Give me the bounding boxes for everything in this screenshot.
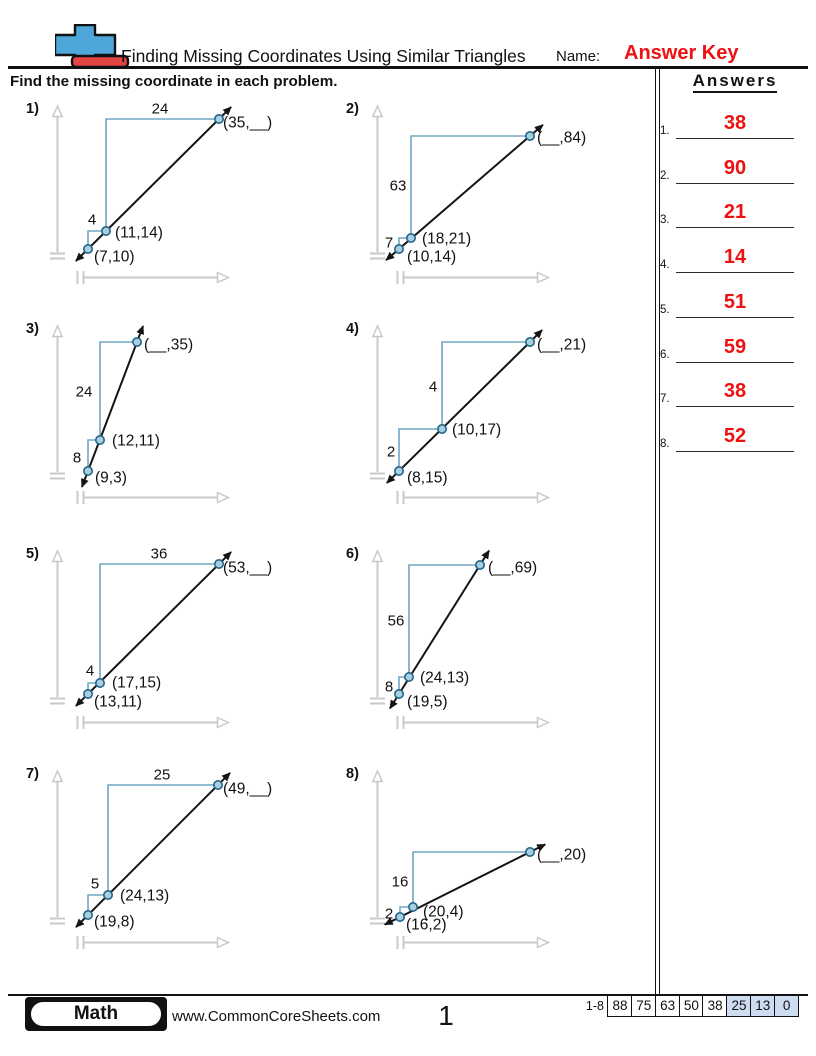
answer-row bbox=[660, 155, 802, 183]
answer-number: 3. bbox=[660, 214, 670, 226]
problem-graph bbox=[340, 95, 660, 295]
point-coordinate-label: (10,14) bbox=[407, 248, 457, 266]
problem-graph bbox=[340, 315, 660, 515]
problem-number: 2) bbox=[346, 101, 359, 117]
leg-length-label: 16 bbox=[391, 873, 409, 891]
leg-length-label: 4 bbox=[428, 378, 438, 396]
data-point bbox=[526, 338, 534, 346]
name-label: Name: bbox=[556, 48, 601, 65]
leg-length-label: 5 bbox=[90, 875, 100, 893]
y-axis-arrow-icon bbox=[53, 106, 62, 117]
x-axis-arrow-icon bbox=[538, 718, 549, 728]
answer-value: 51 bbox=[723, 291, 747, 313]
point-coordinate-label: (13,11) bbox=[94, 693, 142, 711]
point-coordinate-label: (53,__) bbox=[223, 559, 273, 577]
answer-value: 38 bbox=[723, 112, 747, 134]
answer-number: 5. bbox=[660, 304, 670, 316]
point-coordinate-label: (7,10) bbox=[94, 248, 135, 266]
problem-graph bbox=[340, 540, 660, 740]
answer-row bbox=[660, 334, 802, 362]
answer-blank bbox=[676, 199, 794, 228]
problem-cell bbox=[340, 315, 660, 520]
axes bbox=[370, 551, 549, 729]
problem-cell bbox=[340, 95, 660, 300]
website-url: www.CommonCoreSheets.com bbox=[172, 1008, 381, 1025]
leg-length-label: 2 bbox=[386, 443, 396, 461]
leg-length-label: 36 bbox=[150, 545, 168, 563]
data-point bbox=[395, 245, 403, 253]
data-point bbox=[407, 234, 415, 242]
data-point bbox=[395, 467, 403, 475]
math-badge-label: Math bbox=[29, 1000, 163, 1028]
score-cell: 63 bbox=[655, 995, 681, 1017]
leg-length-label: 56 bbox=[387, 612, 405, 630]
problem-graph bbox=[20, 540, 340, 740]
point-coordinate-label: (8,15) bbox=[407, 469, 448, 487]
answer-blank bbox=[676, 289, 794, 318]
answer-value: 21 bbox=[723, 201, 747, 223]
data-point bbox=[438, 425, 446, 433]
axes bbox=[50, 326, 229, 504]
answer-blank bbox=[676, 378, 794, 407]
answer-value: 90 bbox=[723, 157, 747, 179]
leg-length-label: 8 bbox=[72, 449, 82, 467]
x-axis-arrow-icon bbox=[538, 938, 549, 948]
leg-length-label: 8 bbox=[384, 678, 394, 696]
data-point bbox=[215, 560, 223, 568]
problem-number: 1) bbox=[26, 101, 39, 117]
problem-number: 8) bbox=[346, 766, 359, 782]
score-cell: 75 bbox=[631, 995, 657, 1017]
point-coordinate-label: (__,35) bbox=[144, 336, 194, 354]
score-cell: 38 bbox=[702, 995, 728, 1017]
axes bbox=[370, 326, 549, 504]
problem-number: 6) bbox=[346, 546, 359, 562]
diagonal-line bbox=[82, 326, 143, 487]
x-axis-arrow-icon bbox=[218, 493, 229, 503]
answer-value: 52 bbox=[723, 425, 747, 447]
point-coordinate-label: (24,13) bbox=[120, 887, 170, 905]
point-coordinate-label: (49,__) bbox=[223, 780, 273, 798]
leg-length-label: 63 bbox=[389, 177, 407, 195]
problem-number: 7) bbox=[26, 766, 39, 782]
answer-row bbox=[660, 423, 802, 451]
answer-number: 6. bbox=[660, 349, 670, 361]
data-point bbox=[84, 245, 92, 253]
y-axis-arrow-icon bbox=[373, 551, 382, 562]
point-coordinate-label: (__,21) bbox=[537, 336, 587, 354]
answers-heading: Answers bbox=[672, 71, 798, 91]
y-axis-arrow-icon bbox=[373, 771, 382, 782]
header-rule bbox=[8, 66, 808, 69]
point-coordinate-label: (9,3) bbox=[95, 469, 127, 487]
axes bbox=[370, 771, 549, 949]
answer-blank bbox=[676, 110, 794, 139]
score-cell: 25 bbox=[726, 995, 752, 1017]
score-cell: 50 bbox=[679, 995, 705, 1017]
leg-length-label: 4 bbox=[87, 211, 97, 229]
point-coordinate-label: (17,15) bbox=[112, 674, 162, 692]
point-coordinate-label: (16,2) bbox=[406, 916, 447, 934]
answer-row bbox=[660, 289, 802, 317]
leg-length-label: 24 bbox=[151, 100, 169, 118]
data-point bbox=[102, 227, 110, 235]
data-point bbox=[84, 467, 92, 475]
answer-row bbox=[660, 110, 802, 138]
data-point bbox=[96, 436, 104, 444]
problem-number: 4) bbox=[346, 321, 359, 337]
answer-number: 7. bbox=[660, 393, 670, 405]
data-point bbox=[409, 903, 417, 911]
y-axis-arrow-icon bbox=[53, 326, 62, 337]
x-axis-arrow-icon bbox=[538, 493, 549, 503]
point-coordinate-label: (20,4) bbox=[423, 903, 464, 921]
problem-cell bbox=[20, 315, 340, 520]
x-axis-arrow-icon bbox=[218, 938, 229, 948]
score-cell: 88 bbox=[607, 995, 633, 1017]
leg-length-label: 24 bbox=[75, 383, 93, 401]
point-coordinate-label: (__,84) bbox=[537, 129, 587, 147]
answer-value: 14 bbox=[723, 246, 747, 268]
y-axis-arrow-icon bbox=[373, 326, 382, 337]
problem-number: 5) bbox=[26, 546, 39, 562]
y-axis-arrow-icon bbox=[53, 551, 62, 562]
data-point bbox=[214, 781, 222, 789]
data-point bbox=[526, 848, 534, 856]
problem-graph bbox=[20, 760, 340, 960]
point-coordinate-label: (18,21) bbox=[422, 230, 472, 248]
problem-cell bbox=[20, 95, 340, 300]
data-point bbox=[84, 690, 92, 698]
score-range-label: 1-8 bbox=[585, 999, 604, 1013]
answer-value: 38 bbox=[723, 380, 747, 402]
data-point bbox=[84, 911, 92, 919]
answer-row bbox=[660, 244, 802, 272]
problem-graph bbox=[20, 315, 340, 515]
data-point bbox=[526, 132, 534, 140]
leg-length-label: 4 bbox=[85, 662, 95, 680]
y-axis-arrow-icon bbox=[373, 106, 382, 117]
data-point bbox=[405, 673, 413, 681]
leg-length-label: 2 bbox=[384, 905, 394, 923]
diagonal-line bbox=[387, 330, 542, 483]
score-cell: 0 bbox=[774, 995, 800, 1017]
answer-blank bbox=[676, 244, 794, 273]
answer-key-text: Answer Key bbox=[624, 42, 739, 64]
leg-length-label: 25 bbox=[153, 766, 171, 784]
point-coordinate-label: (10,17) bbox=[452, 421, 502, 439]
answer-number: 8. bbox=[660, 438, 670, 450]
answer-number: 4. bbox=[660, 259, 670, 271]
answer-blank bbox=[676, 334, 794, 363]
leg-length-label: 7 bbox=[384, 234, 394, 252]
point-coordinate-label: (__,20) bbox=[537, 846, 587, 864]
page-title: Finding Missing Coordinates Using Similar Triangles bbox=[121, 46, 526, 66]
point-coordinate-label: (__,69) bbox=[488, 559, 538, 577]
data-point bbox=[133, 338, 141, 346]
problem-number: 3) bbox=[26, 321, 39, 337]
problem-graph bbox=[20, 95, 340, 295]
point-coordinate-label: (11,14) bbox=[115, 224, 163, 242]
score-cell: 13 bbox=[750, 995, 776, 1017]
problem-cell bbox=[20, 760, 340, 965]
answer-number: 2. bbox=[660, 170, 670, 182]
problem-cell bbox=[340, 540, 660, 745]
problem-cell bbox=[340, 760, 660, 965]
answer-blank bbox=[676, 155, 794, 184]
axes bbox=[50, 771, 229, 949]
instructions: Find the missing coordinate in each problem. bbox=[10, 73, 338, 90]
problem-graph bbox=[340, 760, 660, 960]
point-coordinate-label: (12,11) bbox=[112, 432, 160, 450]
page-number: 1 bbox=[438, 1000, 454, 1031]
problem-cell bbox=[20, 540, 340, 745]
answer-number: 1. bbox=[660, 125, 670, 137]
axes bbox=[50, 106, 229, 284]
data-point bbox=[395, 690, 403, 698]
x-axis-arrow-icon bbox=[218, 718, 229, 728]
data-point bbox=[476, 561, 484, 569]
answer-blank bbox=[676, 423, 794, 452]
data-point bbox=[104, 891, 112, 899]
math-badge bbox=[25, 997, 167, 1031]
answer-value: 59 bbox=[723, 336, 747, 358]
diagonal-line bbox=[385, 844, 545, 924]
point-coordinate-label: (35,__) bbox=[223, 114, 273, 132]
x-axis-arrow-icon bbox=[538, 273, 549, 283]
data-point bbox=[396, 913, 404, 921]
data-point bbox=[96, 679, 104, 687]
axes bbox=[370, 106, 549, 284]
answer-row bbox=[660, 378, 802, 406]
x-axis-arrow-icon bbox=[218, 273, 229, 283]
point-coordinate-label: (19,8) bbox=[94, 913, 135, 931]
data-point bbox=[215, 115, 223, 123]
point-coordinate-label: (24,13) bbox=[420, 669, 470, 687]
y-axis-arrow-icon bbox=[53, 771, 62, 782]
score-table bbox=[609, 995, 799, 1017]
answer-row bbox=[660, 199, 802, 227]
point-coordinate-label: (19,5) bbox=[407, 693, 448, 711]
